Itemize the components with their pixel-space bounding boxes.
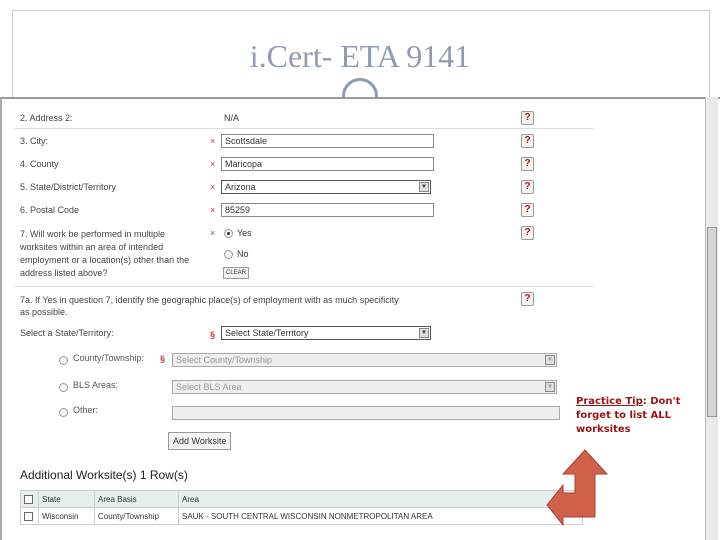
required-mark: × [210,205,216,215]
address2-value: N/A [224,113,240,123]
address2-label: 2. Address 2: [20,113,73,123]
state-select-value: Arizona [225,182,256,192]
table-header-row [21,491,583,508]
worksite-state-select[interactable] [221,326,431,340]
clear-button[interactable]: CLEAR [223,267,249,279]
help-icon[interactable]: ? [521,292,534,306]
city-label: 3. City: [20,136,49,146]
required-mark: × [210,228,216,238]
practice-tip-text: : Don't forget to list ALL worksites [576,396,681,435]
county-input[interactable]: Maricopa [221,157,434,171]
column-header-area-basis[interactable]: Area Basis [95,491,179,508]
postal-input[interactable]: 85259 [221,203,434,217]
other-label: Other: [73,405,99,415]
q7-no-label: No [237,249,249,259]
other-input[interactable] [172,406,560,420]
slide-title: i.Cert- ETA 9141 [249,38,471,74]
state-select[interactable] [221,180,431,194]
city-input[interactable]: Scottsdale [221,134,434,148]
bls-area-placeholder: Select BLS Area [176,382,242,392]
help-icon[interactable]: ? [521,226,534,240]
add-worksite-button[interactable]: Add Worksite [168,432,231,450]
county-township-radio[interactable] [59,356,68,365]
q7-no-radio[interactable] [224,250,233,259]
scrollbar-thumb[interactable] [707,227,717,417]
required-mark: × [210,159,216,169]
q7-yes-radio[interactable] [224,229,233,238]
postal-label: 6. Postal Code [20,205,80,215]
cell-area: SAUK - SOUTH CENTRAL WISCONSIN NONMETROPOLITAN AREA [179,508,583,525]
cell-area-basis: County/Township [95,508,179,525]
worksite-state-placeholder: Select State/Territory [225,328,309,338]
chevron-down-icon: ▼ [419,182,429,192]
other-radio[interactable] [59,408,68,417]
table-row [21,508,583,525]
q7-label: 7. Will work be performed in multiple worksites within an area of intended employment or a location(s) other than the address listed above? [20,229,190,278]
help-icon[interactable]: ? [521,157,534,171]
help-icon[interactable]: ? [521,180,534,194]
column-header-area[interactable]: Area [179,491,583,508]
state-label: 5. State/District/Territory [20,182,117,192]
row-checkbox[interactable] [24,512,33,521]
q7-yes-label: Yes [237,228,252,238]
county-township-label: County/Township: [73,353,145,363]
practice-tip-label: Practice Tip [576,396,643,407]
bls-area-radio[interactable] [59,383,68,392]
required-mark: × [210,182,216,192]
select-all-checkbox[interactable] [24,495,33,504]
required-mark: × [210,136,216,146]
cell-state: Wisconsin [39,508,95,525]
county-label: 4. County [20,159,59,169]
bls-area-select[interactable] [172,380,557,394]
help-icon[interactable]: ? [521,134,534,148]
worksites-table [20,490,583,525]
scrollbar[interactable] [705,97,718,540]
q7a-label: 7a. If Yes in question 7, identify the geographic place(s) of employment with as much specificity as possible. [20,295,399,317]
bls-area-label: BLS Areas: [73,380,119,390]
section-mark: § [160,354,166,364]
divider [14,128,594,129]
county-township-placeholder: Select County/Township [176,355,273,365]
section-mark: § [210,330,216,340]
help-icon[interactable]: ? [521,203,534,217]
select-state-label: Select a State/Territory: [20,328,114,338]
help-icon[interactable]: ? [521,111,534,125]
worksites-heading: Additional Worksite(s) 1 Row(s) [20,468,188,482]
chevron-down-icon: ▼ [545,355,555,365]
county-township-select[interactable] [172,353,557,367]
practice-tip [576,395,696,437]
divider [14,286,594,287]
chevron-down-icon: ▼ [419,328,429,338]
column-header-state[interactable]: State [39,491,95,508]
arrow-icon [545,447,615,527]
chevron-down-icon: ▼ [545,382,555,392]
